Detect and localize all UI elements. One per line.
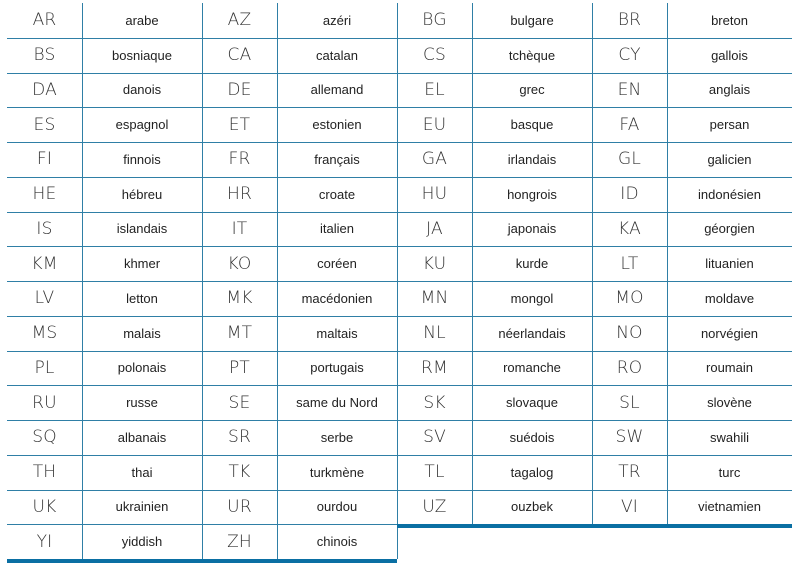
language-name-cell: polonais xyxy=(117,360,167,376)
language-name-cell: persan xyxy=(709,117,750,133)
language-name-cell: russe xyxy=(126,395,158,411)
language-name-cell: finnois xyxy=(123,151,161,167)
language-name-cell: turkmène xyxy=(309,464,365,480)
language-code-cell: UZ xyxy=(422,496,447,517)
language-name-cell: serbe xyxy=(320,429,354,445)
language-code-cell: HU xyxy=(421,184,448,205)
language-code-cell: EN xyxy=(617,79,642,100)
language-code-cell: MT xyxy=(226,323,253,344)
language-code-cell: TH xyxy=(32,462,57,483)
language-code-cell: DE xyxy=(227,79,252,100)
language-name-cell: portugais xyxy=(310,360,364,376)
language-name-cell: yiddish xyxy=(121,534,163,550)
language-code-cell: ET xyxy=(228,114,251,135)
language-name-cell: français xyxy=(314,151,360,167)
language-name-cell: kurde xyxy=(515,256,549,272)
language-name-cell: anglais xyxy=(708,82,751,98)
language-code-cell: KA xyxy=(618,218,641,239)
language-code-cell: SV xyxy=(423,427,446,448)
language-name-cell: chinois xyxy=(316,534,358,550)
language-name-cell: hébreu xyxy=(121,186,163,202)
language-name-cell: suédois xyxy=(509,429,555,445)
language-name-cell: maltais xyxy=(316,325,358,341)
language-name-cell: romanche xyxy=(503,360,561,376)
language-name-cell: azéri xyxy=(322,12,352,28)
language-code-cell: GL xyxy=(617,149,642,170)
language-code-cell: SE xyxy=(228,392,251,413)
language-code-cell: SW xyxy=(615,427,644,448)
language-name-cell: ukrainien xyxy=(115,499,169,515)
language-code-cell: KU xyxy=(422,253,447,274)
language-name-cell: irlandais xyxy=(507,151,557,167)
language-code-cell: AZ xyxy=(227,10,252,31)
language-name-cell: tchèque xyxy=(508,47,556,63)
language-code-cell: FA xyxy=(619,114,640,135)
language-code-cell: JA xyxy=(426,218,443,239)
language-code-cell: HE xyxy=(32,184,57,205)
language-code-cell: BG xyxy=(422,10,447,31)
language-code-cell: SR xyxy=(227,427,251,448)
language-name-cell: grec xyxy=(519,82,545,98)
language-name-cell: indonésien xyxy=(698,186,761,202)
language-name-cell: slovène xyxy=(707,395,752,411)
language-name-cell: bulgare xyxy=(510,12,554,28)
language-name-cell: ourdou xyxy=(316,499,358,515)
language-code-cell: ES xyxy=(33,114,56,135)
language-code-cell: ID xyxy=(620,184,639,205)
language-code-cell: RM xyxy=(421,357,448,378)
language-code-cell: PT xyxy=(228,357,251,378)
language-code-cell: AR xyxy=(32,10,57,31)
language-name-cell: catalan xyxy=(316,47,358,63)
language-code-cell: CS xyxy=(422,45,447,66)
language-code-cell: BS xyxy=(33,45,56,66)
language-code-cell: GA xyxy=(421,149,448,170)
language-code-cell: TR xyxy=(618,462,641,483)
language-name-cell: lituanien xyxy=(705,256,754,272)
language-name-cell: arabe xyxy=(125,12,159,28)
language-name-cell: khmer xyxy=(123,256,161,272)
language-name-cell: macédonien xyxy=(301,290,373,306)
language-code-cell: LV xyxy=(34,288,55,309)
language-name-cell: tagalog xyxy=(510,464,554,480)
language-name-cell: moldave xyxy=(704,290,755,306)
language-code-cell: IT xyxy=(231,218,248,239)
table-bottom-rule xyxy=(7,559,202,563)
language-code-cell: KO xyxy=(227,253,252,274)
column-divider xyxy=(472,3,473,524)
language-code-cell: EL xyxy=(424,79,445,100)
language-code-cell: NL xyxy=(423,323,446,344)
table-bottom-rule xyxy=(397,524,592,528)
language-name-cell: galicien xyxy=(707,151,752,167)
language-code-cell: SL xyxy=(619,392,640,413)
language-name-cell: estonien xyxy=(312,117,362,133)
language-name-cell: islandais xyxy=(116,221,168,237)
language-code-cell: CA xyxy=(227,45,252,66)
language-code-cell: MK xyxy=(226,288,253,309)
language-name-cell: albanais xyxy=(117,429,167,445)
language-name-cell: turc xyxy=(718,464,741,480)
language-name-cell: italien xyxy=(320,221,354,237)
language-code-cell: HR xyxy=(227,184,252,205)
language-name-cell: slovaque xyxy=(505,395,559,411)
language-code-cell: ZH xyxy=(227,531,252,552)
language-name-cell: norvégien xyxy=(700,325,759,341)
language-name-cell: hongrois xyxy=(507,186,557,202)
column-divider xyxy=(277,3,278,559)
language-name-cell: same du Nord xyxy=(296,395,378,411)
language-name-cell: croate xyxy=(318,186,356,202)
language-code-cell: TK xyxy=(228,462,251,483)
language-code-cell: PL xyxy=(34,357,55,378)
language-name-cell: gallois xyxy=(711,47,748,63)
language-name-cell: japonais xyxy=(507,221,557,237)
language-code-cell: KM xyxy=(31,253,58,274)
language-name-cell: néerlandais xyxy=(498,325,566,341)
language-code-cell: EU xyxy=(422,114,447,135)
table-bottom-rule xyxy=(202,559,397,563)
language-code-cell: MO xyxy=(615,288,644,309)
language-code-cell: FI xyxy=(36,149,53,170)
language-code-cell: IS xyxy=(36,218,53,239)
language-code-cell: LT xyxy=(620,253,639,274)
language-name-cell: allemand xyxy=(310,82,364,98)
language-name-cell: basque xyxy=(510,117,554,133)
language-code-cell: RO xyxy=(616,357,643,378)
language-code-cell: NO xyxy=(616,323,643,344)
language-code-cell: DA xyxy=(32,79,57,100)
language-code-cell: SQ xyxy=(32,427,57,448)
language-name-cell: coréen xyxy=(317,256,357,272)
language-name-cell: breton xyxy=(711,12,748,28)
language-code-cell: TL xyxy=(424,462,445,483)
language-name-cell: thai xyxy=(131,464,153,480)
language-name-cell: géorgien xyxy=(704,221,755,237)
language-code-cell: VI xyxy=(620,496,639,517)
language-name-cell: malais xyxy=(123,325,161,341)
language-name-cell: swahili xyxy=(709,429,749,445)
language-code-cell: FR xyxy=(228,149,251,170)
language-code-cell: UR xyxy=(227,496,252,517)
language-code-cell: BR xyxy=(617,10,642,31)
language-code-cell: SK xyxy=(423,392,446,413)
column-divider xyxy=(82,3,83,559)
language-name-cell: mongol xyxy=(510,290,554,306)
language-name-cell: ouzbek xyxy=(511,499,553,515)
language-code-cell: RU xyxy=(32,392,57,413)
language-name-cell: roumain xyxy=(706,360,753,376)
column-divider xyxy=(667,3,668,524)
language-code-cell: CY xyxy=(618,45,641,66)
language-code-cell: MS xyxy=(31,323,58,344)
language-name-cell: bosniaque xyxy=(112,47,172,63)
language-name-cell: vietnamien xyxy=(698,499,761,515)
language-code-cell: UK xyxy=(32,496,57,517)
language-name-cell: espagnol xyxy=(115,117,169,133)
language-name-cell: danois xyxy=(122,82,162,98)
language-code-cell: MN xyxy=(420,288,449,309)
language-code-cell: YI xyxy=(36,531,53,552)
language-name-cell: letton xyxy=(126,290,158,306)
table-bottom-rule xyxy=(592,524,792,528)
